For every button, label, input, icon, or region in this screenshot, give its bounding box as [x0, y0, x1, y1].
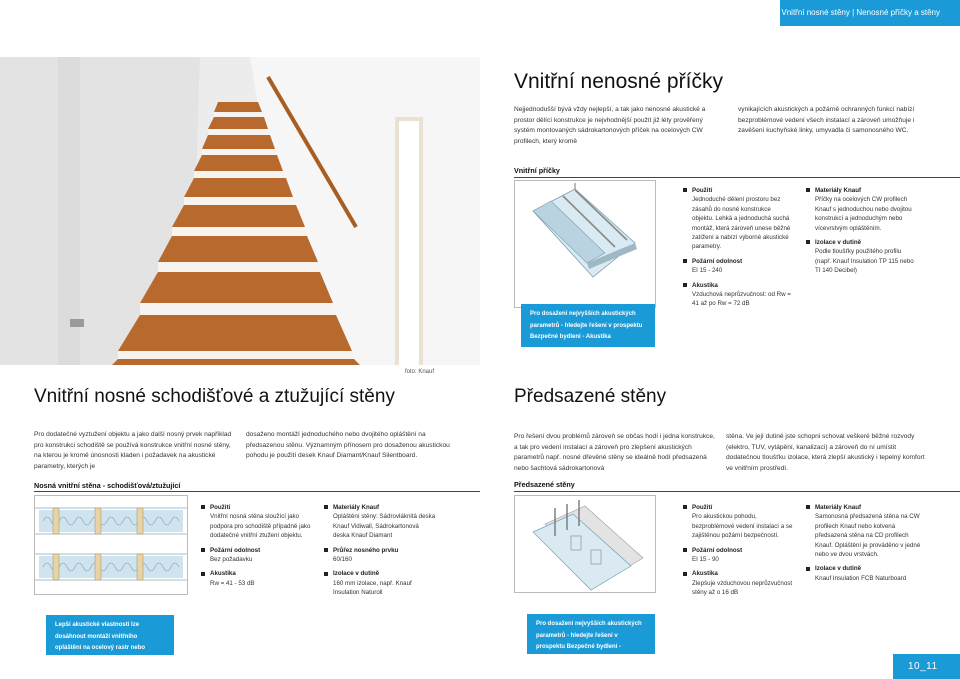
note-box-nonbearing: Pro dosažení nejvyšších akustických parametrů - hledejte řešení v prospektu Bezpečné bydlení - Akustika	[521, 304, 655, 347]
intro-text-col1: Pro řešení dvou problémů zároveň se občas hodí i jedna konstrukce, a tak pro vedení instalací a zároveň pro zlepšení akustických parametrů např. nosné dřevěné stěny se ideálně hodí předsazená nebo šachtová sádrokartonová	[514, 433, 715, 472]
materials-text: Příčky na ocelových CW profilech Knauf s jednoduchou nebo dvojitou konstrukcí a jednoduchým nebo vícevrstvým opláštěním.	[815, 196, 912, 232]
staircase-photo	[0, 57, 480, 365]
usage-text: Pro akustickou pohodu, bezproblémové vedení instalací a se zajištěnou požární bezpečností.	[692, 513, 793, 540]
acoustics-text: Rw = 41 - 53 dB	[210, 579, 255, 587]
materials-text: Samonosná předsazená stěna na CW profilech Knauf nebo kotvená předsazená stěna na CD profilech Knauf. Opláštění je prováděno v jedné nebo ve dvou vrstvách.	[815, 513, 921, 559]
usage-title: Použití	[210, 504, 231, 511]
square-bullet-icon	[806, 240, 810, 244]
section-label: Vnitřní příčky	[514, 166, 560, 175]
square-bullet-icon	[201, 572, 205, 576]
insulation-title: Izolace v dutině	[815, 239, 862, 247]
insulation-text: Knauf Insulation FCB Naturboard	[815, 574, 907, 582]
insulation-text: 160 mm izolace, např. Knauf Insulation Naturoll	[333, 579, 412, 597]
fire-resistance-text: EI 15 - 240	[692, 267, 723, 275]
cross-section-text: 60/160	[333, 556, 352, 564]
fire-resistance-text: EI 15 - 90	[692, 556, 719, 564]
usage-text: Jednoduché dělení prostoru bez zásahů do nosné konstrukce objektu. Lehká a jednoduchá suchá montáž, která zároveň unese běžné zatížení a nabízí výborné akustické parametry.	[692, 196, 791, 251]
properties-col2	[806, 186, 916, 281]
insulation-text: Podle tloušťky použitého profilu (např. Knauf Insulation TP 115 nebo TI 140 Decibel)	[815, 248, 914, 275]
acoustics-title: Akustika	[692, 570, 718, 578]
fire-resistance-title: Požární odolnost	[692, 546, 743, 554]
square-bullet-icon	[806, 567, 810, 571]
fire-resistance-title: Požární odolnost	[692, 257, 743, 265]
square-bullet-icon	[806, 188, 810, 192]
square-bullet-icon	[201, 548, 205, 552]
intro-text-col2: dosaženo montáží jednoduchého nebo dvojitého opláštění na předsazenou stěnu. Významným přínosem pro dosaženou akustickou pohodu je použití desek Knauf Diamant/Knauf Silentboard.	[246, 431, 450, 459]
usage-title: Použití	[692, 504, 713, 511]
materials-title: Materiály Knauf	[815, 504, 862, 511]
fire-resistance-title: Požární odolnost	[210, 546, 261, 554]
section-divider	[514, 491, 960, 492]
square-bullet-icon	[324, 572, 328, 576]
acoustics-title: Akustika	[210, 570, 236, 578]
section-title-bearing: Vnitřní nosné schodišťové a ztužující stěny	[34, 386, 395, 407]
page-numbers: 10_11	[908, 661, 938, 672]
note-box-facing: Pro dosažení nejvyšších akustických parametrů - hledejte řešení v prospektu Bezpečné bydlení - Akustika	[527, 614, 655, 654]
square-bullet-icon	[201, 505, 205, 509]
note-box-bearing: Lepší akustické vlastnosti lze dosáhnout montáží vnitřního opláštění na ocelový rastr nebo zvětšením počtu a tloušťky opláštění.	[46, 615, 174, 655]
square-bullet-icon	[683, 188, 687, 192]
square-bullet-icon	[806, 505, 810, 509]
section-divider	[34, 491, 480, 492]
section-title-nonbearing: Vnitřní nenosné příčky	[514, 70, 723, 93]
partition-diagram	[514, 180, 656, 308]
acoustics-text: Zlepšuje vzduchovou neprůzvučnost stěny až o 16 dB	[692, 579, 793, 597]
intro-text-col1: Nejjednodušší bývá vždy nejlepší, a tak jako nenosné akustické a prostor dělící konstrukce je nejvhodnější použít již léty prověřený systém montovaných sádrokartonových příček na ocelových CW profilech, který kromě	[514, 106, 706, 145]
properties-col2	[806, 503, 926, 588]
breadcrumb: Vnitřní nosné stěny | Nenosné příčky a stěny	[781, 8, 940, 17]
acoustics-text: Vzduchová neprůzvučnost: od Rw = 41 až po Rw = 72 dB	[692, 291, 791, 308]
insulation-title: Izolace v dutině	[815, 565, 862, 573]
square-bullet-icon	[683, 259, 687, 263]
usage-title: Použití	[692, 187, 713, 194]
section-label: Nosná vnitřní stěna - schodišťová/ztužující	[34, 481, 181, 490]
materials-title: Materiály Knauf	[333, 504, 380, 511]
properties-col1	[683, 186, 793, 314]
facing-wall-diagram	[514, 495, 656, 593]
usage-text: Vnitřní nosná stěna sloužící jako podpora pro schodiště případně jako dodatečné vnitřní ztužení objektu.	[210, 513, 311, 540]
intro-text-col2: stěna. Ve její dutině jste schopni schovat veškeré běžné rozvody (elektro, TUV, vytápění, kanalizaci) a zároveň do ní umístit dodatečnou tloušťku izolace, která zlepší akustický i tepelný komfort ve vnitřním prostředí.	[726, 433, 925, 472]
materials-title: Materiály Knauf	[815, 187, 862, 194]
fire-resistance-text: Bez požadavku	[210, 556, 253, 564]
square-bullet-icon	[324, 505, 328, 509]
intro-text-col2: vynikajících akustických a požárně ochranných funkcí nabízí bezproblémové vedení všech instalací a zároveň umožňuje i zavěšení kuchyňské linky, umyvadla či samonosného WC.	[738, 106, 915, 134]
intro-text-col1: Pro dodatečné vyztužení objektu a jako další nosný prvek například pro konstrukci schodiště se používá konstrukce vnitřní nosné stěny, na kterou je kromě únosnosti kladen i požadavek na akustické parametry, kterých je	[34, 431, 232, 470]
insulation-title: Izolace v dutině	[333, 570, 380, 578]
square-bullet-icon	[683, 505, 687, 509]
square-bullet-icon	[683, 548, 687, 552]
section-title-facing: Předsazené stěny	[514, 386, 667, 407]
square-bullet-icon	[324, 548, 328, 552]
square-bullet-icon	[683, 572, 687, 576]
section-label: Předsazené stěny	[514, 480, 575, 489]
square-bullet-icon	[683, 283, 687, 287]
acoustics-title: Akustika	[692, 281, 718, 289]
properties-col1	[201, 503, 311, 593]
properties-col2	[324, 503, 436, 603]
materials-text: Opláštění stěny: Sádrovláknitá deska Knauf Vidiwall, Sádrokartonová deska Knauf Diamant	[333, 513, 436, 540]
properties-col1	[683, 503, 793, 603]
section-divider	[514, 177, 960, 178]
cross-section-title: Průřez nosného prvku	[333, 546, 399, 554]
photo-credit: foto: Knauf	[405, 369, 435, 375]
bearing-wall-diagram	[34, 495, 188, 595]
